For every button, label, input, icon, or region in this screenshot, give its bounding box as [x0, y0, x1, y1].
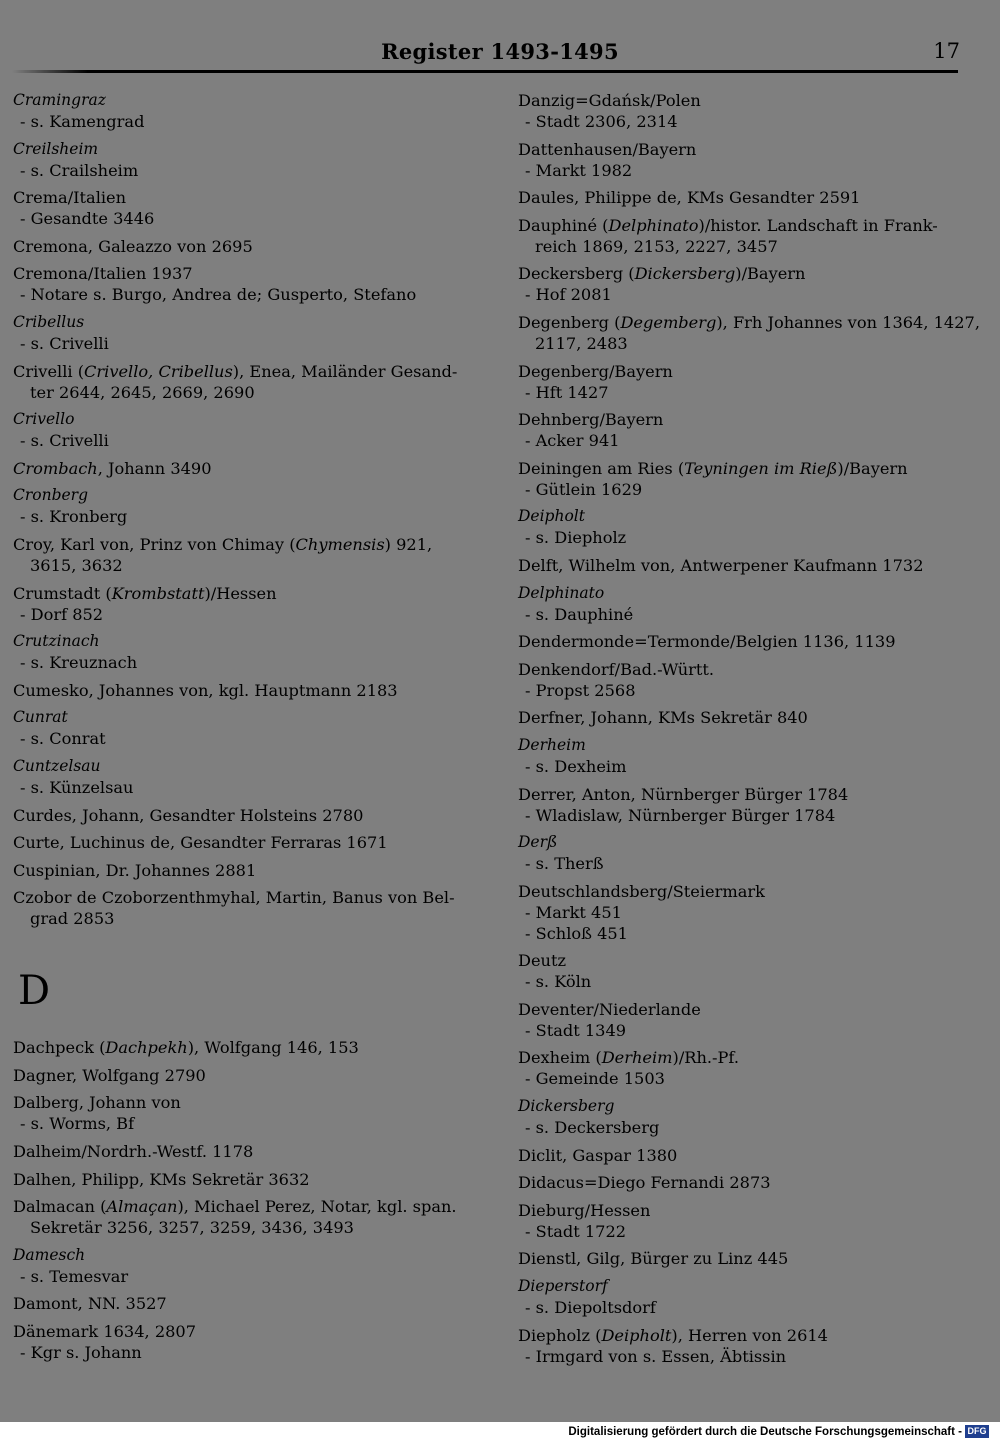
- entry-text: - Stadt 2306, 2314: [525, 112, 678, 131]
- entry-heading: [13, 263, 449, 284]
- entry-text: ), Wolfgang 146, 153: [187, 1038, 359, 1058]
- italic-text: Cramingraz: [13, 91, 106, 109]
- italic-text: Delphinato: [608, 215, 699, 235]
- index-entry: [13, 485, 449, 527]
- entry-subentry: [518, 1117, 962, 1138]
- entry-heading: [518, 215, 962, 236]
- italic-text: Delphinato: [518, 583, 605, 602]
- index-entry: [518, 1047, 962, 1089]
- entry-text: Croy, Karl von, Prinz von Chimay (: [13, 534, 296, 554]
- entry-subentry: [518, 430, 962, 451]
- index-entry: [518, 583, 962, 625]
- entry-text: - Stadt 1349: [525, 1020, 627, 1040]
- entry-subentry: [518, 1068, 962, 1089]
- entry-text: - s. Kronberg: [20, 507, 128, 527]
- entry-text: - Notare s. Burgo, Andrea de; Gusperto, Stefano: [20, 285, 417, 305]
- entry-heading: [13, 1092, 449, 1113]
- entry-text: - Propst 2568: [525, 680, 636, 700]
- entry-heading: [13, 1245, 449, 1266]
- entry-heading: [13, 1293, 449, 1314]
- entry-heading: [518, 659, 962, 680]
- entry-subentry: [13, 728, 449, 749]
- entry-text: Danzig=Gdańsk/Polen: [518, 91, 701, 110]
- entry-heading: [13, 409, 449, 430]
- entry-heading: [518, 187, 962, 208]
- index-entry: [518, 999, 962, 1041]
- index-entries-c: [13, 90, 458, 929]
- entry-text: Dagner, Wolfgang 2790: [13, 1065, 206, 1085]
- entry-heading: [13, 90, 449, 111]
- index-entry: [13, 583, 449, 625]
- italic-text: Crivello: [13, 410, 75, 429]
- entry-heading: [518, 707, 962, 728]
- entry-text: - Gütlein 1629: [525, 479, 643, 499]
- italic-text: Dieperstorf: [518, 1277, 608, 1296]
- index-entry: [13, 361, 458, 403]
- entry-subentry: [13, 652, 449, 673]
- entry-text: - s. Crivelli: [20, 431, 109, 451]
- entry-text: Dalhen, Philipp, KMs Sekretär 3632: [13, 1169, 310, 1189]
- index-entry: [13, 707, 449, 749]
- index-entry: [518, 263, 962, 305]
- entry-text: Diepholz (: [518, 1325, 602, 1345]
- entry-subentry: [518, 1221, 962, 1242]
- entry-text: - s. Künzelsau: [20, 777, 134, 797]
- entry-text: - s. Dexheim: [525, 756, 627, 776]
- entry-text: - Stadt 1722: [525, 1221, 627, 1241]
- entry-subentry: [13, 777, 449, 798]
- entry-heading: [13, 832, 449, 853]
- entry-text: ), Michael Perez, Notar, kgl. span.: [177, 1197, 457, 1217]
- italic-text: Dachpekh: [105, 1038, 188, 1058]
- page-number: 17: [933, 39, 960, 63]
- entry-heading: [518, 139, 962, 160]
- entry-subentry: [518, 1020, 962, 1041]
- entry-subentry: [518, 160, 962, 181]
- entry-subentry: [518, 382, 962, 403]
- index-entry: [518, 312, 980, 354]
- entry-text: - Schloß 451: [525, 923, 628, 943]
- entry-heading: [518, 555, 962, 576]
- entry-heading: [13, 756, 449, 777]
- entry-heading: [518, 1096, 962, 1117]
- entry-text: Derfner, Johann, KMs Sekretär 840: [518, 708, 808, 728]
- index-entry: [13, 1196, 457, 1238]
- entry-text: Denkendorf/Bad.-Württ.: [518, 659, 715, 679]
- index-entry: [13, 187, 449, 229]
- italic-text: Deipholt: [601, 1325, 672, 1345]
- entry-text: Dehnberg/Bayern: [518, 410, 664, 430]
- index-entry: [518, 1200, 962, 1242]
- entry-text: - Acker 941: [525, 431, 620, 451]
- entry-subentry: [13, 1266, 449, 1287]
- entry-text: Degenberg/Bayern: [518, 361, 673, 381]
- entry-subentry: [518, 111, 962, 132]
- index-entry: [518, 832, 962, 874]
- entry-text: Dalheim/Nordrh.-Westf. 1178: [13, 1142, 254, 1162]
- entry-text: - s. Dauphiné: [525, 604, 634, 624]
- entry-text: - s. Kamengrad: [20, 112, 145, 131]
- index-entry: [13, 1169, 449, 1190]
- entry-heading: [13, 534, 449, 555]
- italic-text: Derheim: [601, 1048, 673, 1068]
- entry-heading: [13, 187, 449, 208]
- entry-text: Dattenhausen/Bayern: [518, 139, 697, 159]
- index-entries-d: [13, 1037, 457, 1363]
- header-rule: [12, 70, 958, 73]
- entry-text: , Johann 3490: [97, 458, 212, 478]
- entry-text: - s. Crailsheim: [20, 160, 139, 180]
- index-entry: [13, 680, 449, 701]
- entry-heading: [13, 860, 449, 881]
- entry-heading: [518, 735, 962, 756]
- entry-heading: [518, 1145, 962, 1166]
- entry-text: Damont, NN. 3527: [13, 1294, 167, 1314]
- entry-text: Dienstl, Gilg, Bürger zu Linz 445: [518, 1249, 789, 1269]
- entry-text: - s. Diepoltsdorf: [525, 1298, 656, 1318]
- entry-heading: [13, 1141, 449, 1162]
- entry-subentry: [518, 1346, 962, 1367]
- entry-text: reich 1869, 2153, 2227, 3457: [535, 236, 778, 256]
- entry-heading: [518, 1325, 962, 1346]
- entry-heading: [13, 139, 449, 160]
- entry-subentry: [13, 430, 449, 451]
- entry-text: - Wladislaw, Nürnberger Bürger 1784: [525, 805, 836, 825]
- entry-text: - s. Therß: [525, 854, 604, 874]
- index-entry: [13, 805, 449, 826]
- entry-text: Dauphiné (: [518, 215, 609, 235]
- italic-text: Degemberg: [620, 312, 717, 332]
- entry-text: Dachpeck (: [13, 1038, 106, 1058]
- entry-heading: [518, 458, 962, 479]
- index-entry: [518, 631, 962, 652]
- entry-text: Dieburg/Hessen: [518, 1200, 651, 1220]
- entry-text: Sekretär 3256, 3257, 3259, 3436, 3493: [30, 1218, 354, 1238]
- italic-text: Derß: [518, 833, 558, 852]
- index-entry: [518, 409, 962, 451]
- entry-text: Deutschlandsberg/Steiermark: [518, 881, 765, 901]
- entry-text: - s. Diepholz: [525, 528, 627, 548]
- entry-text: Deventer/Niederlande: [518, 999, 701, 1019]
- footer-funding-note: Digitalisierung gefördert durch die Deutsche Forschungsgemeinschaft -: [568, 1426, 962, 1438]
- entry-text: Dendermonde=Termonde/Belgien 1136, 1139: [518, 632, 896, 652]
- entry-text: Czobor de Czoborzenthmyhal, Martin, Banus von Bel-: [13, 888, 455, 908]
- entry-heading: [13, 458, 449, 479]
- right-column: [518, 90, 980, 1373]
- entry-text: Curte, Luchinus de, Gesandter Ferraras 1671: [13, 833, 388, 853]
- entry-heading: [518, 506, 962, 527]
- entry-text: Degenberg (: [518, 312, 621, 332]
- entry-text: Crema/Italien: [13, 188, 127, 208]
- index-entry: [518, 881, 962, 944]
- entry-continuation: [13, 1217, 449, 1238]
- entry-heading: [13, 583, 449, 604]
- entry-subentry: [13, 111, 449, 132]
- entry-text: - Hof 2081: [525, 285, 612, 305]
- index-entry: [518, 735, 962, 777]
- entry-subentry: [518, 853, 962, 874]
- entry-heading: [13, 1037, 449, 1058]
- entry-subentry: [518, 805, 962, 826]
- index-entry: [13, 458, 449, 479]
- index-entry: [518, 506, 962, 548]
- entry-heading: [518, 999, 962, 1020]
- entry-heading: [13, 680, 449, 701]
- index-entry: [518, 90, 962, 132]
- index-entry: [13, 534, 449, 576]
- entry-text: 3615, 3632: [30, 555, 123, 575]
- entry-heading: [13, 887, 455, 908]
- entry-heading: [13, 236, 449, 257]
- index-entries-d-continued: [518, 90, 980, 1367]
- entry-heading: [13, 707, 449, 728]
- index-entry: [13, 1141, 449, 1162]
- entry-continuation: [13, 382, 449, 403]
- index-entry: [518, 1096, 962, 1138]
- entry-text: Deckersberg (: [518, 264, 635, 284]
- entry-heading: [518, 950, 962, 971]
- entry-text: Curdes, Johann, Gesandter Holsteins 2780: [13, 805, 364, 825]
- entry-text: - Gemeinde 1503: [525, 1069, 665, 1089]
- entry-subentry: [13, 333, 449, 354]
- entry-heading: [518, 784, 962, 805]
- entry-text: - Dorf 852: [20, 604, 104, 624]
- entry-text: - s. Kreuznach: [20, 653, 138, 673]
- italic-text: Dickersberg: [518, 1097, 615, 1116]
- entry-text: Daules, Philippe de, KMs Gesandter 2591: [518, 188, 861, 208]
- index-entry: [13, 139, 449, 181]
- index-entry: [518, 707, 962, 728]
- entry-heading: [518, 409, 962, 430]
- entry-heading: [518, 1248, 962, 1269]
- entry-heading: [13, 805, 449, 826]
- entry-text: )/histor. Landschaft in Frank-: [698, 215, 938, 235]
- entry-heading: [13, 631, 449, 652]
- index-entry: [13, 756, 449, 798]
- entry-heading: [13, 1169, 449, 1190]
- entry-heading: [13, 361, 458, 382]
- entry-text: - Kgr s. Johann: [20, 1343, 142, 1363]
- footer-bar: [0, 1422, 1000, 1443]
- index-entry: [13, 409, 449, 451]
- index-entry: [518, 555, 962, 576]
- index-entry: [518, 1145, 962, 1166]
- italic-text: Cunrat: [13, 708, 68, 727]
- entry-subentry: [518, 527, 962, 548]
- entry-text: Derrer, Anton, Nürnberger Bürger 1784: [518, 784, 849, 804]
- entry-subentry: [518, 604, 962, 625]
- entry-heading: [518, 1172, 962, 1193]
- entry-text: )/Rh.-Pf.: [672, 1048, 739, 1068]
- entry-text: Crumstadt (: [13, 583, 112, 603]
- entry-continuation: [13, 555, 449, 576]
- entry-subentry: [13, 160, 449, 181]
- index-entry: [13, 263, 449, 305]
- index-entry: [13, 1065, 449, 1086]
- index-entry: [13, 312, 449, 354]
- italic-text: Deipholt: [518, 507, 585, 526]
- entry-heading: [518, 263, 962, 284]
- index-entry: [518, 361, 962, 403]
- entry-text: grad 2853: [30, 909, 115, 929]
- index-entry: [518, 139, 962, 181]
- italic-text: Krombstatt: [111, 583, 205, 603]
- entry-text: - Hft 1427: [525, 382, 609, 402]
- entry-subentry: [13, 1342, 449, 1363]
- entry-heading: [13, 312, 449, 333]
- left-column: [13, 90, 458, 1370]
- entry-heading: [518, 1047, 962, 1068]
- index-entry: [13, 887, 455, 929]
- italic-text: Cronberg: [13, 486, 89, 505]
- entry-text: Dalberg, Johann von: [13, 1093, 181, 1113]
- italic-text: Cribellus: [13, 312, 85, 331]
- entry-heading: [518, 583, 962, 604]
- italic-text: Creilsheim: [13, 139, 99, 158]
- entry-subentry: [518, 1297, 962, 1318]
- entry-heading: [518, 881, 962, 902]
- entry-text: - s. Worms, Bf: [20, 1114, 135, 1134]
- index-entry: [13, 631, 449, 673]
- index-entry: [13, 1092, 449, 1134]
- entry-subentry: [518, 284, 962, 305]
- index-entry: [13, 236, 449, 257]
- entry-heading: [13, 1321, 449, 1342]
- entry-text: 2117, 2483: [535, 333, 628, 353]
- entry-text: Cremona, Galeazzo von 2695: [13, 236, 253, 256]
- entry-subentry: [13, 208, 449, 229]
- entry-continuation: [518, 333, 962, 354]
- index-entry: [13, 860, 449, 881]
- entry-text: Cuspinian, Dr. Johannes 2881: [13, 860, 257, 880]
- entry-text: Dalmacan (: [13, 1197, 107, 1217]
- index-entry: [518, 950, 962, 992]
- index-entry: [518, 784, 962, 826]
- entry-heading: [518, 90, 962, 111]
- index-entry: [518, 215, 962, 257]
- entry-subentry: [13, 284, 449, 305]
- entry-text: )/Bayern: [735, 264, 806, 284]
- entry-text: - s. Conrat: [20, 729, 106, 749]
- entry-text: )/Bayern: [837, 458, 908, 478]
- index-entry: [518, 187, 962, 208]
- entry-text: Dexheim (: [518, 1048, 602, 1068]
- entry-text: - Markt 1982: [525, 160, 633, 180]
- entry-text: - Irmgard von s. Essen, Äbtissin: [525, 1346, 787, 1366]
- index-entry: [13, 832, 449, 853]
- entry-text: - s. Crivelli: [20, 333, 109, 353]
- italic-text: Derheim: [518, 735, 586, 754]
- entry-heading: [518, 361, 962, 382]
- italic-text: Chymensis: [295, 534, 385, 554]
- section-letter-d: D: [18, 968, 51, 1015]
- entry-text: )/Hessen: [204, 583, 277, 603]
- entry-subentry: [518, 756, 962, 777]
- italic-text: Cuntzelsau: [13, 756, 101, 775]
- index-entry: [13, 1245, 449, 1287]
- entry-text: Cumesko, Johannes von, kgl. Hauptmann 2183: [13, 680, 398, 700]
- entry-text: Diclit, Gaspar 1380: [518, 1145, 678, 1165]
- entry-subentry: [518, 479, 962, 500]
- entry-subentry: [13, 1113, 449, 1134]
- entry-subentry: [13, 604, 449, 625]
- entry-text: Cremona/Italien 1937: [13, 264, 193, 284]
- index-entry: [518, 1325, 962, 1367]
- italic-text: Dickersberg: [634, 264, 736, 284]
- italic-text: Damesch: [13, 1245, 86, 1264]
- index-entry: [518, 659, 962, 701]
- index-entry: [13, 90, 449, 132]
- entry-text: - s. Temesvar: [20, 1266, 129, 1286]
- entry-subentry: [518, 902, 962, 923]
- entry-heading: [13, 1196, 457, 1217]
- entry-text: Didacus=Diego Fernandi 2873: [518, 1173, 771, 1193]
- entry-heading: [518, 1276, 962, 1297]
- entry-text: ter 2644, 2645, 2669, 2690: [30, 382, 255, 402]
- italic-text: Crombach: [13, 458, 98, 478]
- entry-text: ), Frh Johannes von 1364, 1427,: [716, 312, 980, 332]
- index-entry: [518, 1248, 962, 1269]
- index-entry: [13, 1037, 449, 1058]
- index-entry: [518, 1172, 962, 1193]
- index-entry: [518, 1276, 962, 1318]
- entry-text: Delft, Wilhelm von, Antwerpener Kaufmann 1732: [518, 555, 924, 575]
- entry-continuation: [13, 908, 449, 929]
- page-header-title: Register 1493-1495: [381, 39, 619, 64]
- entry-text: ), Enea, Mailänder Gesand-: [232, 361, 458, 381]
- entry-heading: [518, 1200, 962, 1221]
- index-entry: [518, 458, 962, 500]
- entry-subentry: [518, 971, 962, 992]
- index-entry: [13, 1293, 449, 1314]
- entry-continuation: [518, 236, 962, 257]
- entry-subentry: [518, 923, 962, 944]
- entry-text: Deiningen am Ries (: [518, 458, 685, 478]
- entry-subentry: [13, 506, 449, 527]
- entry-heading: [518, 312, 980, 333]
- entry-text: ), Herren von 2614: [671, 1325, 828, 1345]
- entry-text: Dänemark 1634, 2807: [13, 1322, 197, 1342]
- entry-heading: [13, 485, 449, 506]
- entry-text: Crivelli (: [13, 361, 85, 381]
- entry-text: - Markt 451: [525, 902, 622, 922]
- entry-text: ) 921,: [384, 534, 433, 554]
- entry-subentry: [518, 680, 962, 701]
- entry-text: - Gesandte 3446: [20, 209, 155, 229]
- entry-text: - s. Deckersberg: [525, 1118, 660, 1138]
- italic-text: Teyningen im Rieß: [684, 458, 838, 478]
- index-entry: [13, 1321, 449, 1363]
- entry-heading: [518, 832, 962, 853]
- italic-text: Almaçan: [106, 1197, 178, 1217]
- entry-text: Deutz: [518, 951, 567, 971]
- italic-text: Crutzinach: [13, 632, 100, 651]
- entry-heading: [518, 631, 962, 652]
- italic-text: Crivello, Cribellus: [84, 361, 233, 381]
- entry-text: - s. Köln: [525, 972, 592, 992]
- entry-heading: [13, 1065, 449, 1086]
- dfg-logo-icon: DFG: [965, 1425, 989, 1438]
